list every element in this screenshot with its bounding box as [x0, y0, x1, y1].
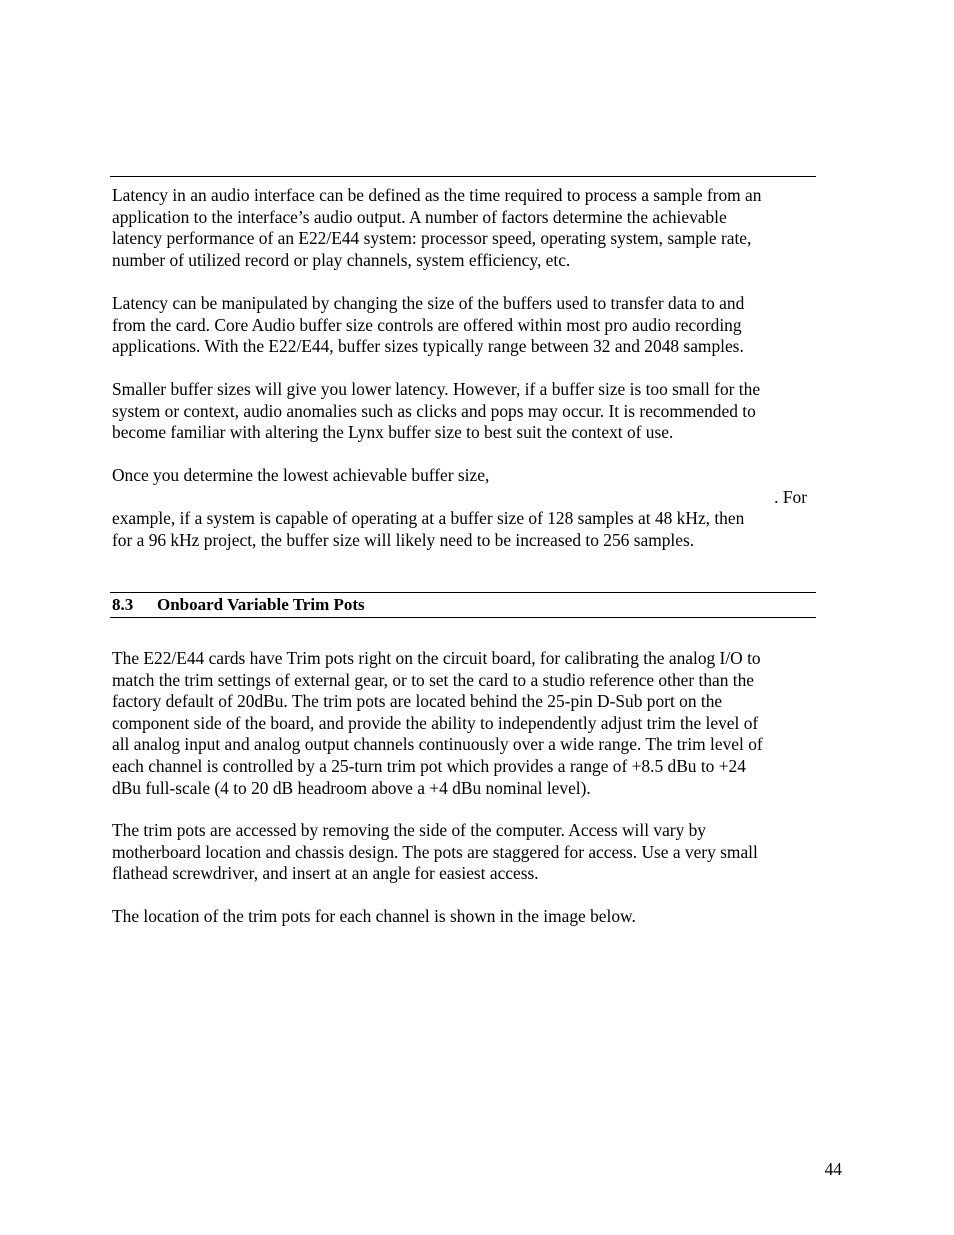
- text-line: latency performance of an E22/E44 system: processor speed, operating system, sample rate,: [112, 228, 752, 249]
- text-line: become familiar with altering the Lynx buffer size to best suit the context of use.: [112, 422, 674, 443]
- text-line: Smaller buffer sizes will give you lower latency. However, if a buffer size is too small for the: [112, 379, 761, 399]
- text-line: flathead screwdriver, and insert at an angle for easiest access.: [112, 863, 539, 884]
- latency-paragraph-1: [112, 185, 822, 271]
- text-line: The location of the trim pots for each channel is shown in the image below.: [112, 906, 636, 926]
- text-line: dBu full-scale (4 to 20 dB headroom above a +4 dBu nominal level).: [112, 777, 591, 798]
- section-rule-bottom: [110, 617, 816, 618]
- text-line: number of utilized record or play channels, system efficiency, etc.: [112, 249, 571, 270]
- section-title: Onboard Variable Trim Pots: [157, 595, 365, 614]
- page-number: 44: [824, 1159, 842, 1179]
- text-line: The trim pots are accessed by removing the side of the computer. Access will vary by: [112, 820, 707, 840]
- text-line: each channel is controlled by a 25-turn trim pot which provides a range of +8.5 dBu to +24: [112, 755, 746, 776]
- text-line: factory default of 20dBu. The trim pots are located behind the 25-pin D-Sub port on the: [112, 691, 723, 712]
- latency-paragraph-2: [112, 293, 822, 358]
- trim-paragraph-1: [112, 648, 822, 799]
- text-line: The E22/E44 cards have Trim pots right on the circuit board, for calibrating the analog I/O to: [112, 648, 761, 668]
- text-line: application to the interface’s audio output. A number of factors determine the achievable: [112, 206, 727, 227]
- text-line: applications. With the E22/E44, buffer sizes typically range between 32 and 2048 samples.: [112, 336, 744, 357]
- section-number: 8.3: [112, 595, 134, 614]
- latency-paragraph-4: [112, 465, 822, 551]
- text-line: system or context, audio anomalies such as clicks and pops may occur. It is recommended to: [112, 400, 756, 421]
- text-line: Latency can be manipulated by changing the size of the buffers used to transfer data to and: [112, 293, 745, 313]
- text-line: Latency in an audio interface can be defined as the time required to process a sample from an: [112, 185, 762, 205]
- section-rule-top: [110, 592, 816, 593]
- section-heading: [112, 594, 365, 616]
- text-fragment: . For: [774, 486, 807, 507]
- text-line: example, if a system is capable of operating at a buffer size of 128 samples at 48 kHz, then: [112, 508, 745, 529]
- text-line: component side of the board, and provide the ability to independently adjust trim the level of: [112, 712, 759, 733]
- latency-paragraph-3: [112, 379, 822, 444]
- text-line: for a 96 kHz project, the buffer size will likely need to be increased to 256 samples.: [112, 529, 695, 550]
- text-line: all analog input and analog output channels continuously over a wide range. The trim level of: [112, 734, 763, 755]
- text-line: match the trim settings of external gear, or to set the card to a studio reference other than the: [112, 669, 755, 690]
- trim-paragraph-3: [112, 906, 822, 928]
- text-line: motherboard location and chassis design. The pots are staggered for access. Use a very small: [112, 841, 758, 862]
- trim-paragraph-2: [112, 820, 822, 885]
- text-line: from the card. Core Audio buffer size controls are offered within most pro audio recording: [112, 314, 742, 335]
- text-line: Once you determine the lowest achievable buffer size,: [112, 465, 490, 485]
- top-rule: [110, 176, 816, 177]
